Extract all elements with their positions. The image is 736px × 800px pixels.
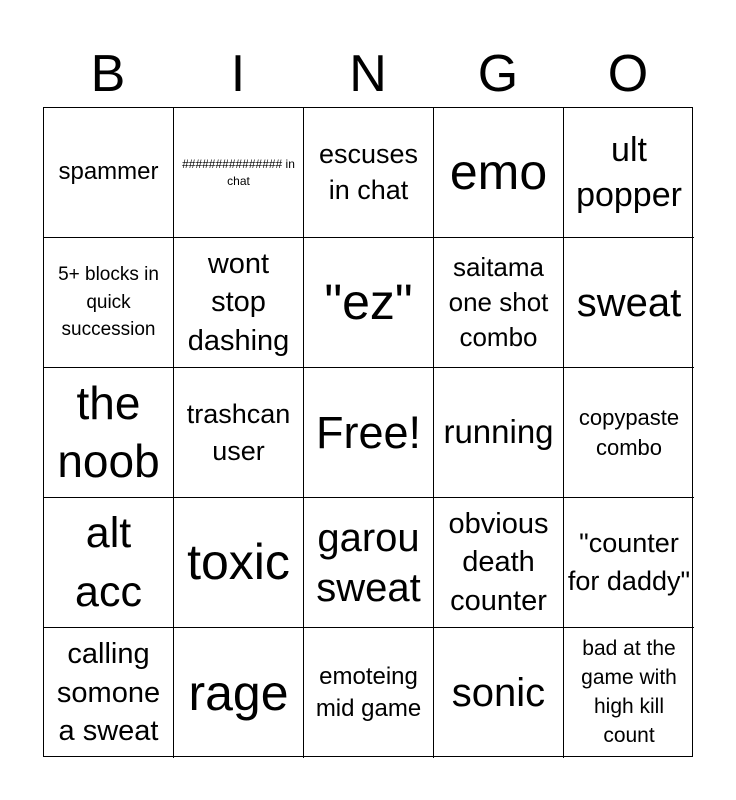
bingo-cell[interactable] [44, 108, 174, 238]
bingo-cell[interactable] [174, 498, 304, 628]
cell-label: 5+ blocks in quick succession [58, 264, 159, 341]
bingo-cell[interactable] [304, 628, 434, 758]
cell-label: garou sweat [316, 515, 421, 610]
cell-label: "counter for daddy" [567, 528, 691, 596]
cell-label: "ez" [324, 274, 413, 330]
bingo-cell[interactable] [174, 238, 304, 368]
bingo-cell[interactable] [434, 368, 564, 498]
bingo-cell[interactable] [304, 108, 434, 238]
cell-label: trashcan user [186, 399, 291, 466]
header-letter-b: B [90, 45, 126, 103]
cell-label: calling somone a sweat [56, 638, 161, 748]
bingo-cell[interactable] [564, 368, 694, 498]
bingo-cell[interactable] [434, 628, 564, 758]
bingo-cell[interactable] [564, 628, 694, 758]
cell-label: running [443, 413, 554, 451]
bingo-cell[interactable] [564, 238, 694, 368]
header-letter-o: O [607, 45, 649, 103]
bingo-cell[interactable] [174, 108, 304, 238]
bingo-cell[interactable] [304, 238, 434, 368]
bingo-cell[interactable] [564, 498, 694, 628]
bingo-cell[interactable] [44, 628, 174, 758]
bingo-cell[interactable] [44, 238, 174, 368]
bingo-cell[interactable] [44, 498, 174, 628]
cell-label: wont stop dashing [187, 247, 290, 357]
bingo-cell[interactable] [174, 368, 304, 498]
bingo-cell[interactable] [564, 108, 694, 238]
bingo-cell[interactable] [174, 628, 304, 758]
bingo-board [43, 107, 693, 757]
free-space-label: Free! [315, 406, 422, 458]
header-letter-g: G [477, 45, 519, 103]
cell-label: sweat [576, 280, 682, 325]
bingo-cell[interactable] [434, 238, 564, 368]
bingo-cell[interactable] [434, 498, 564, 628]
cell-label: ult popper [576, 131, 682, 214]
bingo-cell[interactable] [304, 498, 434, 628]
cell-label: emo [449, 144, 548, 200]
cell-label: copypaste combo [578, 404, 680, 460]
cell-label: ############### in chat [182, 156, 295, 188]
cell-label: obvious death counter [448, 507, 549, 617]
cell-label: spammer [58, 158, 159, 186]
cell-label: alt acc [75, 509, 142, 616]
header-letter-i: I [230, 45, 246, 103]
cell-label: bad at the game with high kill count [581, 637, 677, 747]
cell-label: the noob [57, 377, 160, 487]
bingo-header [43, 40, 693, 108]
cell-label: escuses in chat [318, 139, 419, 205]
bingo-cell[interactable] [434, 108, 564, 238]
cell-label: saitama one shot combo [448, 251, 549, 353]
cell-label: toxic [187, 534, 290, 590]
header-letter-n: N [349, 45, 387, 103]
cell-label: emoteing mid game [315, 662, 422, 722]
bingo-cell[interactable] [44, 368, 174, 498]
cell-label: rage [188, 664, 289, 721]
bingo-cell-free[interactable] [304, 368, 434, 498]
cell-label: sonic [451, 671, 546, 715]
